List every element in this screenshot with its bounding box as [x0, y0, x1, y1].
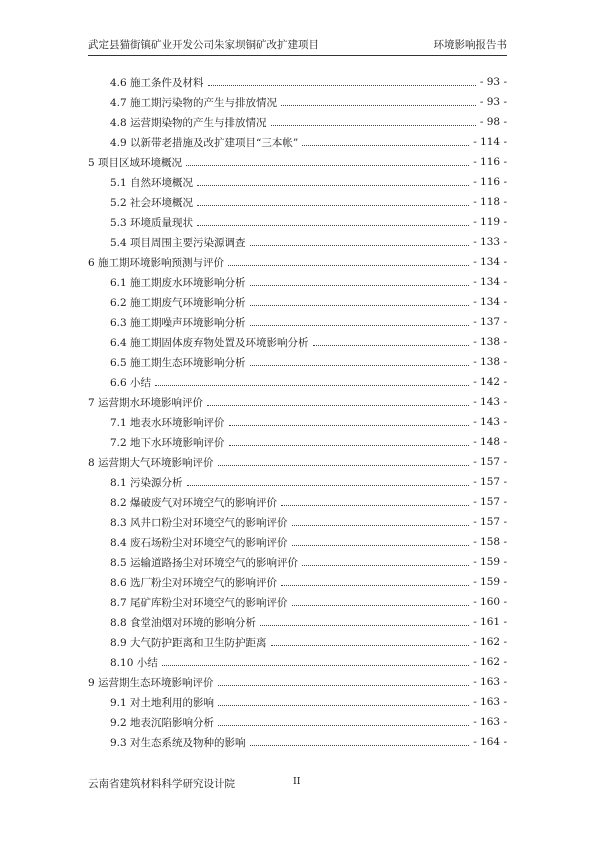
toc-entry-title: 7 运营期水环境影响评价	[88, 396, 204, 409]
toc-entry-page: - 133 -	[473, 236, 507, 248]
toc-entry-page: - 93 -	[479, 76, 507, 88]
toc-entry[interactable]	[88, 252, 507, 272]
toc-entry[interactable]	[88, 332, 507, 352]
toc-entry-page: - 119 -	[473, 216, 507, 228]
toc-entry[interactable]	[88, 572, 507, 592]
toc-entry-title: 8.3 风井口粉尘对环境空气的影响评价	[110, 516, 288, 529]
toc-entry-title: 6.5 施工期生态环境影响分析	[110, 356, 246, 369]
toc-entry-title: 6.2 施工期废气环境影响分析	[110, 296, 246, 309]
page-header	[88, 36, 507, 56]
toc-dot-leader	[281, 584, 469, 586]
toc-dot-leader	[250, 364, 470, 366]
toc-dot-leader	[162, 664, 469, 666]
toc-dot-leader	[302, 564, 469, 566]
toc-dot-leader	[187, 484, 470, 486]
toc-entry-title: 6 施工期环境影响预测与评价	[88, 256, 225, 269]
toc-entry-page: - 159 -	[473, 556, 507, 568]
toc-entry[interactable]	[88, 192, 507, 212]
footer-organization: 云南省建筑材料科学研究设计院	[88, 778, 235, 790]
toc-entry-title: 8.6 选厂粉尘对环境空气的影响评价	[110, 576, 278, 589]
toc-entry-title: 9.1 对土地利用的影响	[110, 696, 215, 709]
toc-dot-leader	[271, 124, 476, 126]
toc-dot-leader	[281, 504, 469, 506]
toc-entry[interactable]	[88, 172, 507, 192]
toc-dot-leader	[313, 344, 470, 346]
toc-entry-title: 4.8 运营期染物的产生与排放情况	[110, 116, 267, 129]
toc-entry-page: - 116 -	[473, 156, 507, 168]
toc-dot-leader	[250, 284, 470, 286]
toc-dot-leader	[229, 424, 470, 426]
toc-entry[interactable]	[88, 392, 507, 412]
toc-entry-title: 5.4 项目周围主要污染源调查	[110, 236, 246, 249]
toc-entry[interactable]	[88, 432, 507, 452]
toc-entry-page: - 143 -	[473, 396, 507, 408]
toc-entry-title: 9.2 地表沉陷影响分析	[110, 716, 215, 729]
toc-entry-page: - 134 -	[473, 296, 507, 308]
toc-dot-leader	[250, 744, 470, 746]
toc-entry-title: 8.9 大气防护距离和卫生防护距离	[110, 636, 267, 649]
toc-entry-page: - 160 -	[473, 596, 507, 608]
toc-entry-page: - 118 -	[473, 196, 507, 208]
toc-entry[interactable]	[88, 712, 507, 732]
toc-entry-title: 8.5 运输道路扬尘对环境空气的影响评价	[110, 556, 299, 569]
toc-dot-leader	[197, 184, 469, 186]
toc-entry[interactable]	[88, 212, 507, 232]
toc-entry[interactable]	[88, 132, 507, 152]
toc-dot-leader	[218, 724, 469, 726]
toc-entry[interactable]	[88, 612, 507, 632]
toc-dot-leader	[155, 384, 469, 386]
toc-entry-page: - 138 -	[473, 356, 507, 368]
toc-dot-leader	[250, 324, 470, 326]
toc-entry[interactable]	[88, 632, 507, 652]
toc-entry[interactable]	[88, 552, 507, 572]
toc-entry-title: 8.2 爆破废气对环境空气的影响评价	[110, 496, 278, 509]
toc-entry-page: - 163 -	[473, 716, 507, 728]
toc-entry-title: 4.6 施工条件及材料	[110, 76, 204, 89]
toc-entry-title: 5.2 社会环境概况	[110, 196, 194, 209]
toc-entry[interactable]	[88, 672, 507, 692]
toc-entry[interactable]	[88, 372, 507, 392]
header-project-title: 武定县猫街镇矿业开发公司朱家坝铜矿改扩建项目	[88, 39, 319, 51]
toc-dot-leader	[302, 144, 469, 146]
toc-entry-title: 8.8 食堂油烟对环境的影响分析	[110, 616, 257, 629]
toc-entry-page: - 163 -	[473, 676, 507, 688]
toc-entry-title: 6.6 小结	[110, 376, 152, 389]
toc-dot-leader	[218, 704, 469, 706]
toc-entry-title: 8.7 尾矿库粉尘对环境空气的影响评价	[110, 596, 288, 609]
toc-entry-title: 8.4 废石场粉尘对环境空气的影响评价	[110, 536, 288, 549]
page-footer	[88, 776, 507, 796]
toc-entry[interactable]	[88, 272, 507, 292]
toc-entry-page: - 163 -	[473, 696, 507, 708]
toc-dot-leader	[260, 624, 469, 626]
toc-entry-page: - 134 -	[473, 256, 507, 268]
toc-entry-title: 7.1 地表水环境影响评价	[110, 416, 225, 429]
toc-entry-page: - 137 -	[473, 316, 507, 328]
toc-entry-page: - 138 -	[473, 336, 507, 348]
toc-dot-leader	[208, 84, 476, 86]
toc-entry-page: - 157 -	[473, 476, 507, 488]
toc-entry-page: - 143 -	[473, 416, 507, 428]
footer-page-number: II	[293, 776, 301, 787]
toc-dot-leader	[197, 224, 469, 226]
toc-entry[interactable]	[88, 732, 507, 752]
toc-dot-leader	[186, 164, 469, 166]
toc-entry-page: - 158 -	[473, 536, 507, 548]
toc-entry-title: 6.3 施工期噪声环境影响分析	[110, 316, 246, 329]
toc-entry[interactable]	[88, 512, 507, 532]
toc-entry-page: - 157 -	[473, 516, 507, 528]
toc-entry[interactable]	[88, 352, 507, 372]
toc-entry-page: - 134 -	[473, 276, 507, 288]
toc-entry[interactable]	[88, 472, 507, 492]
toc-entry-page: - 142 -	[473, 376, 507, 388]
toc-dot-leader	[228, 264, 469, 266]
toc-dot-leader	[207, 404, 469, 406]
toc-entry-page: - 162 -	[473, 636, 507, 648]
toc-entry-title: 4.9 以新带老措施及改扩建项目“三本帐”	[110, 136, 299, 149]
toc-entry[interactable]	[88, 152, 507, 172]
toc-entry-page: - 161 -	[473, 616, 507, 628]
toc-dot-leader	[281, 104, 476, 106]
toc-dot-leader	[292, 544, 470, 546]
toc-entry[interactable]	[88, 692, 507, 712]
toc-entry-page: - 93 -	[479, 96, 507, 108]
toc-entry-page: - 162 -	[473, 656, 507, 668]
toc-entry[interactable]	[88, 412, 507, 432]
toc-dot-leader	[250, 244, 470, 246]
toc-entry-page: - 164 -	[473, 736, 507, 748]
toc-entry-title: 6.1 施工期废水环境影响分析	[110, 276, 246, 289]
toc-entry-page: - 159 -	[473, 576, 507, 588]
toc-entry[interactable]	[88, 112, 507, 132]
toc-entry[interactable]	[88, 292, 507, 312]
table-of-contents	[88, 72, 507, 752]
toc-entry[interactable]	[88, 232, 507, 252]
toc-dot-leader	[197, 204, 469, 206]
toc-entry-page: - 98 -	[479, 116, 507, 128]
toc-entry-page: - 148 -	[473, 436, 507, 448]
toc-dot-leader	[218, 684, 470, 686]
toc-entry[interactable]	[88, 532, 507, 552]
toc-entry-title: 6.4 施工期固体废弃物处置及环境影响分析	[110, 336, 309, 349]
toc-entry-title: 5 项目区域环境概况	[88, 156, 183, 169]
toc-dot-leader	[292, 604, 470, 606]
header-report-type: 环境影响报告书	[433, 39, 507, 51]
toc-entry[interactable]	[88, 492, 507, 512]
toc-entry[interactable]	[88, 592, 507, 612]
toc-entry[interactable]	[88, 652, 507, 672]
toc-entry-title: 8.10 小结	[110, 656, 158, 669]
toc-entry-title: 9 运营期生态环境影响评价	[88, 676, 214, 689]
toc-entry-title: 5.1 自然环境概况	[110, 176, 194, 189]
toc-dot-leader	[292, 524, 470, 526]
toc-entry-title: 9.3 对生态系统及物种的影响	[110, 736, 246, 749]
toc-entry[interactable]	[88, 92, 507, 112]
toc-entry-page: - 116 -	[473, 176, 507, 188]
toc-entry-title: 8 运营期大气环境影响评价	[88, 456, 214, 469]
toc-dot-leader	[229, 444, 470, 446]
toc-entry-title: 8.1 污染源分析	[110, 476, 183, 489]
toc-entry[interactable]	[88, 452, 507, 472]
toc-entry[interactable]	[88, 72, 507, 92]
toc-entry-page: - 157 -	[473, 456, 507, 468]
toc-entry-title: 5.3 环境质量现状	[110, 216, 194, 229]
toc-dot-leader	[218, 464, 470, 466]
toc-dot-leader	[250, 304, 470, 306]
toc-entry-page: - 157 -	[473, 496, 507, 508]
toc-entry[interactable]	[88, 312, 507, 332]
toc-entry-page: - 114 -	[473, 136, 507, 148]
toc-entry-title: 4.7 施工期污染物的产生与排放情况	[110, 96, 278, 109]
toc-entry-title: 7.2 地下水环境影响评价	[110, 436, 225, 449]
toc-dot-leader	[271, 644, 470, 646]
